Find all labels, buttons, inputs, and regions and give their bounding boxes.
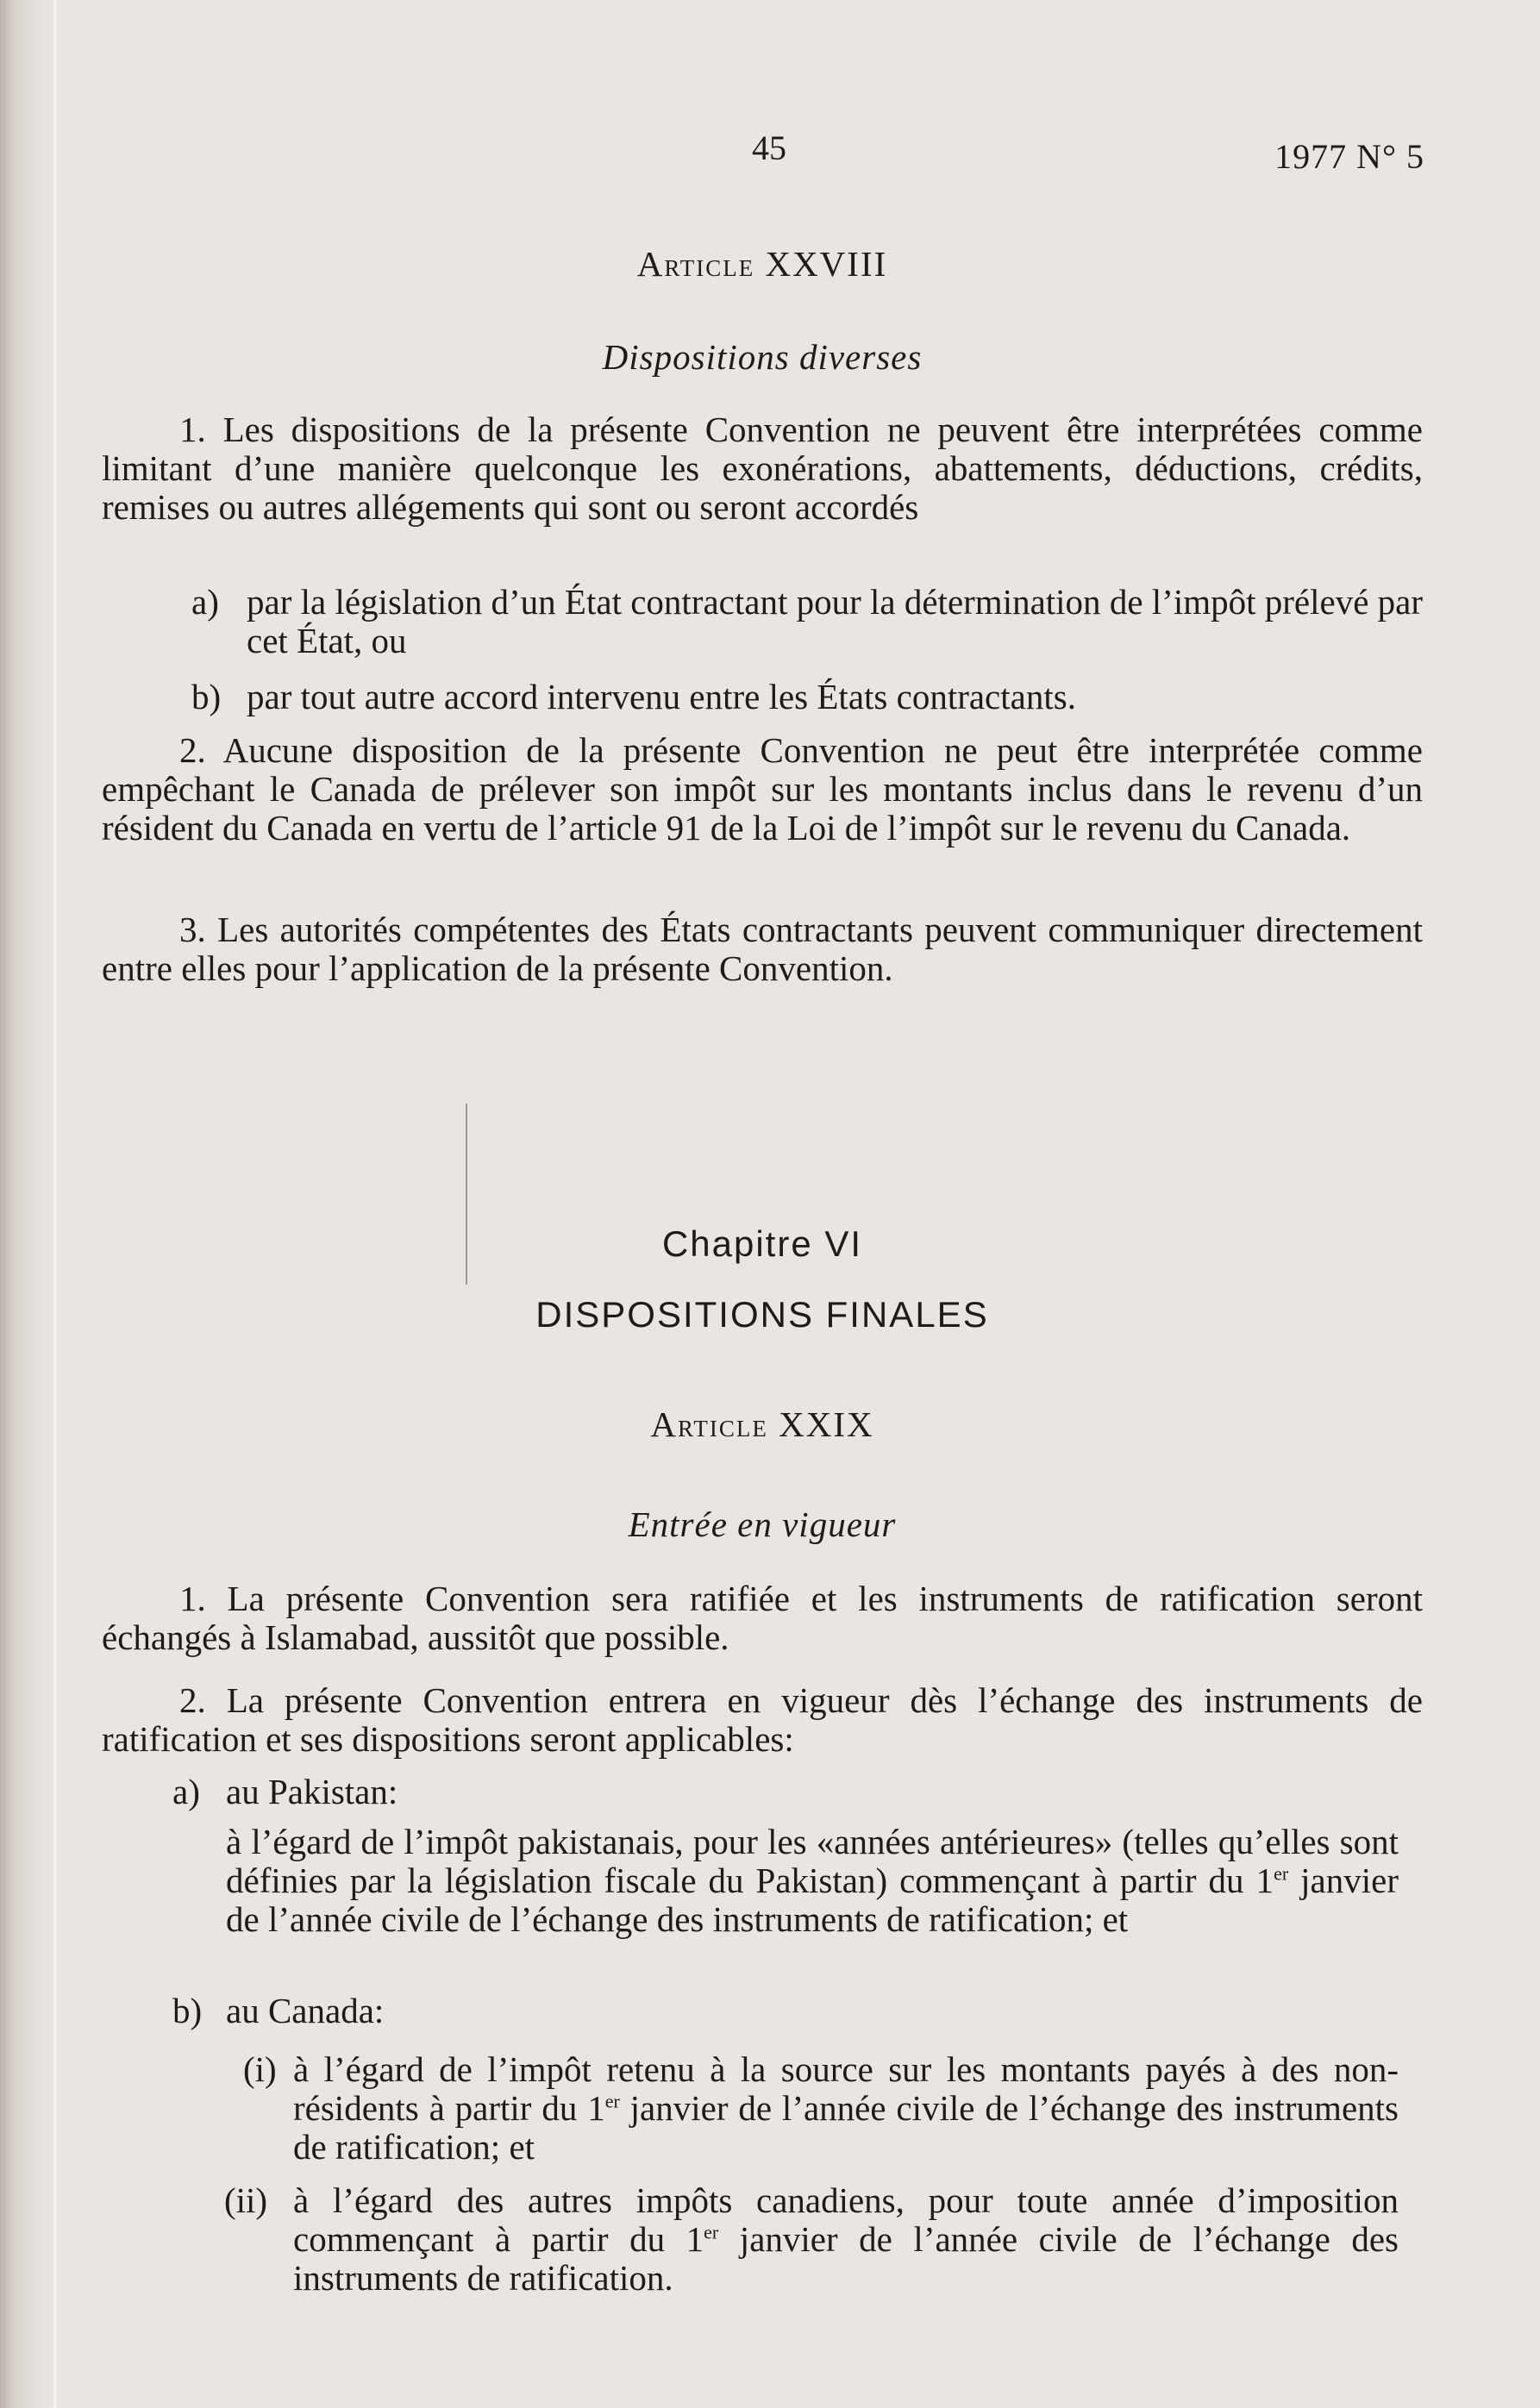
article-29-a-text: à l’égard de l’impôt pakistanais, pour les «années antérieures» (telles qu’elles sont définies par la législation fiscale du Pakistan) commençant à partir du 1er janvier de l’année civile de l’échange des instruments de ratification; et <box>226 1822 1399 1939</box>
page-binding-edge <box>0 0 50 2408</box>
article-28-heading: Article XXVIII <box>636 244 888 284</box>
article-29-a-title: au Pakistan: <box>226 1772 398 1811</box>
article-28-para-1-a: par la législation d’un État contractant pour la détermination de l’impôt prélevé par cet État, ou <box>247 582 1423 660</box>
article-29-b-i-label: (i) <box>243 2049 277 2089</box>
article-28-para-2: 2. Aucune disposition de la présente Convention ne peut être interprétée comme empêchant le Canada de prélever son impôt sur les montants inclus dans le revenu d’un résident du Canada en vertu de l’article 91 de la Loi de l’impôt sur le revenu du Canada. <box>102 730 1423 847</box>
article-29-b-ii-label: (ii) <box>224 2180 268 2220</box>
article-28-para-1-b: par tout autre accord intervenu entre les États contractants. <box>247 677 1076 716</box>
article-29-subtitle: Entrée en vigueur <box>628 1504 897 1544</box>
article-29-b-ii-text: à l’égard des autres impôts canadiens, pour toute année d’imposition commençant à partir du 1er janvier de l’année civile de l’échange des instruments de ratification. <box>293 2180 1399 2298</box>
article-28-para-1-b-label: b) <box>191 677 222 716</box>
article-29-heading: Article XXIX <box>650 1404 874 1444</box>
article-29-para-1: 1. La présente Convention sera ratifiée et les instruments de ratification seront échangés à Islamabad, aussitôt que possible. <box>102 1579 1423 1657</box>
article-29-b-title: au Canada: <box>226 1991 385 2030</box>
article-29-para-2: 2. La présente Convention entrera en vigueur dès l’échange des instruments de ratification et ses dispositions seront applicables: <box>102 1680 1423 1759</box>
article-28-subtitle: Dispositions diverses <box>602 337 923 377</box>
chapter-title: DISPOSITIONS FINALES <box>535 1294 989 1335</box>
page-number: 45 <box>752 128 786 167</box>
article-29-a-label: a) <box>172 1772 200 1811</box>
article-29-b-i-text: à l’égard de l’impôt retenu à la source sur les montants payés à des non-résidents à partir du 1er janvier de l’année civile de l’échange des instruments de ratification; et <box>293 2049 1399 2167</box>
article-29-b-label: b) <box>172 1991 203 2030</box>
article-28-para-3: 3. Les autorités compétentes des États contractants peuvent communiquer directement entre elles pour l’application de la présente Convention. <box>102 910 1423 988</box>
article-28-para-1: 1. Les dispositions de la présente Convention ne peuvent être interprétées comme limitant d’une manière quelconque les exonérations, abattements, déductions, crédits, remises ou autres allégements qui sont ou seront accordés <box>102 410 1423 527</box>
article-28-para-1-a-label: a) <box>191 582 219 622</box>
chapter-label: Chapitre VI <box>661 1223 863 1264</box>
document-id: 1977 N° 5 <box>1274 137 1424 176</box>
